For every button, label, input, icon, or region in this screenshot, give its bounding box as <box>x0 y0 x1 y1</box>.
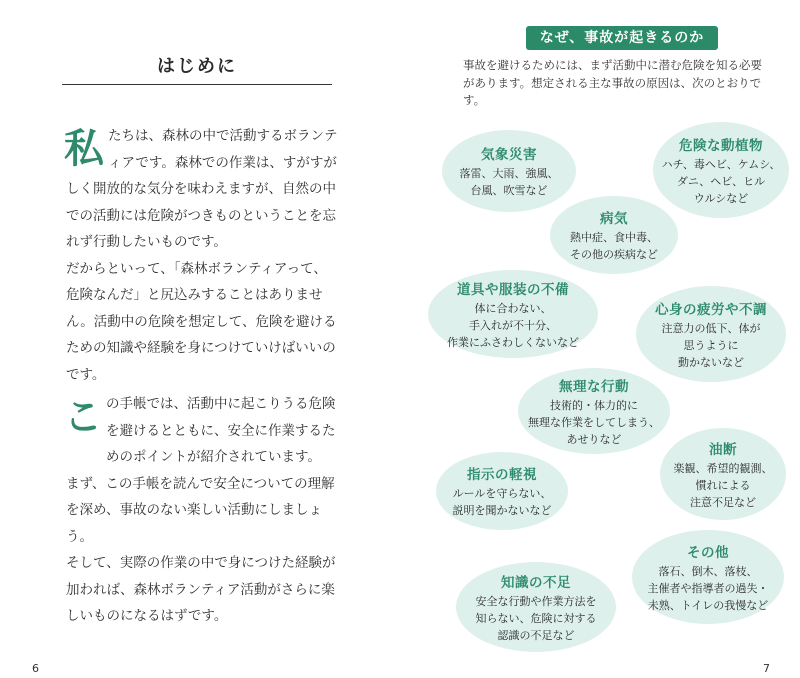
cause-bubble-fatigue <box>636 286 786 382</box>
bubble-title: 指示の軽視 <box>467 467 537 483</box>
bubble-title: 無理な行動 <box>559 378 629 395</box>
intro-paragraph-1 <box>66 123 338 388</box>
bubble-body: 楽観、希望的観測、 慣れによる 注意不足など <box>673 461 773 509</box>
paragraph-text: まず、この手帳を読んで安全についての理解を深め、事故のない楽しい活動にしましょう。 <box>66 475 335 545</box>
bubble-body: ハチ、毒ヘビ、ケムシ、 ダニ、ヘビ、ヒル ウルシなど <box>661 157 781 205</box>
bubble-title: 心身の疲労や不調 <box>655 301 767 318</box>
bubble-title: 道具や服装の不備 <box>457 281 569 298</box>
cause-bubble-carelessness <box>660 428 786 520</box>
page-number: 7 <box>763 662 770 675</box>
bubble-body: 技術的・体力的に 無理な作業をしてしまう、 あせりなど <box>528 398 660 446</box>
bubble-title: 油断 <box>709 441 737 458</box>
dropcap: こ <box>64 394 103 439</box>
page-title: はじめに <box>157 56 237 77</box>
bubble-body: 落雷、大雨、強風、 台風、吹雪など <box>459 167 559 197</box>
bubble-title: その他 <box>687 544 729 561</box>
dropcap: 私 <box>64 125 104 172</box>
bubble-body: 熱中症、食中毒、 その他の疾病など <box>570 231 658 261</box>
bubble-body: 落石、倒木、落枝、 主催者や指導者の過失・ 未熟、トイレの我慢など <box>647 564 769 612</box>
cause-bubble-dangerous-wildlife <box>653 122 789 218</box>
bubble-body: ルールを守らない、 説明を聞かないなど <box>452 487 552 517</box>
intro-paragraph-2 <box>66 391 338 630</box>
bubble-title: 気象災害 <box>481 147 537 163</box>
paragraph-text: の手帳では、活動中に起こりうる危険を避けるとともに、安全に作業するためのポイントが紹介されています。 <box>106 396 336 465</box>
cause-bubble-equipment <box>428 270 598 358</box>
cause-bubble-lack-of-knowledge <box>456 562 616 652</box>
paragraph-text: そして、実際の作業の中で身につけた経験が加われば、森林ボランティア活動がさらに楽しいものになるはずです。 <box>66 555 336 624</box>
cause-bubble-weather <box>442 130 576 212</box>
cause-bubble-illness <box>550 196 678 274</box>
title-divider <box>62 84 332 85</box>
bubble-body: 体に合わない、 手入れが不十分、 作業にふさわしくないなど <box>447 301 579 349</box>
paragraph-text: だからといって、「森林ボランティアって、危険なんだ」と尻込みすることはありません。活動中の危険を想定して、危険を避けるための知識や経験を身につけていけばいいのです。 <box>66 260 337 383</box>
cause-bubble-reckless-action <box>518 368 670 454</box>
bubble-title: 知識の不足 <box>501 574 571 591</box>
section-heading: なぜ、事故が起きるのか <box>526 26 718 50</box>
bubble-title: 病気 <box>600 211 628 227</box>
page-number: 6 <box>32 662 39 675</box>
right-page <box>400 0 800 678</box>
paragraph-text: たちは、森林の中で活動するボランティアです。森林での作業は、すがすがしく開放的な気分を味わえますが、自然の中での活動には危険がつきものということを忘れず行動したいものです。 <box>66 128 338 250</box>
section-intro: 事故を避けるためには、まず活動中に潜む危険を知る必要があります。想定される主な事故の原因は、次のとおりです。 <box>463 58 762 107</box>
bubble-title: 危険な動植物 <box>679 137 763 154</box>
bubble-body: 注意力の低下、体が 思うように 動かないなど <box>661 321 761 369</box>
bubble-body: 安全な行動や作業方法を 知らない、危険に対する 認識の不足など <box>475 594 597 642</box>
cause-bubble-other <box>632 530 784 624</box>
cause-bubble-ignoring-instructions <box>436 452 568 530</box>
